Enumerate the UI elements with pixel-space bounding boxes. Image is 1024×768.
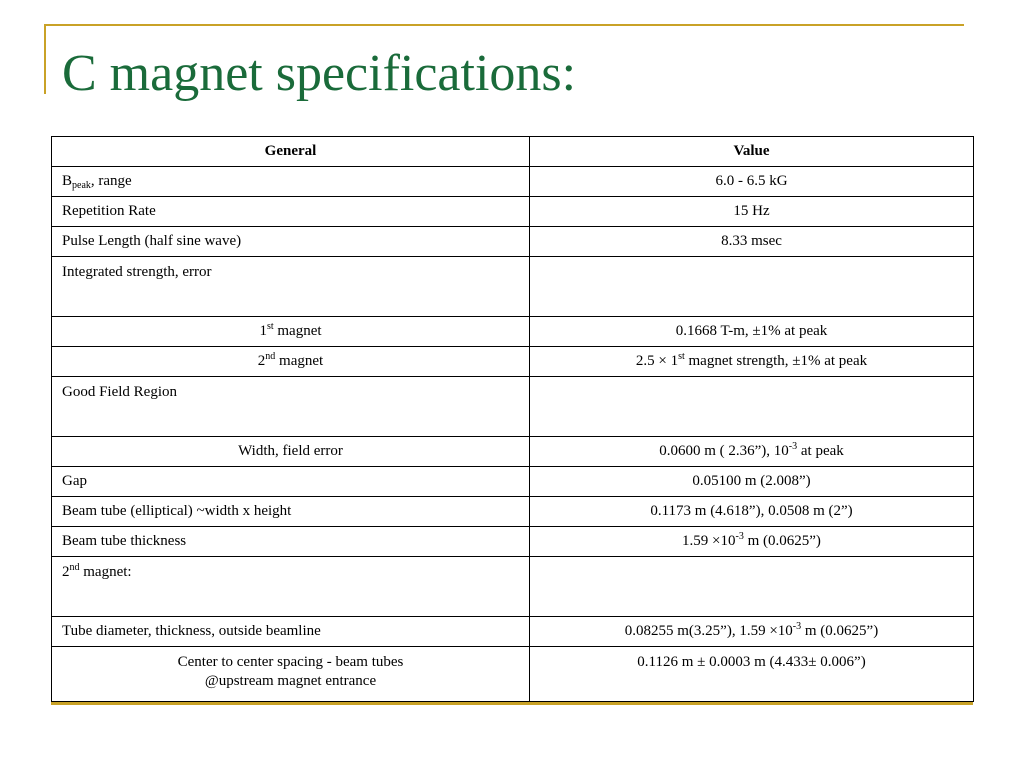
row-value-first-magnet: 0.1668 T-m, ±1% at peak <box>530 317 974 347</box>
row-label-first-magnet <box>52 317 530 347</box>
value-superscript: -3 <box>788 441 798 452</box>
header-value: Value <box>530 137 974 167</box>
label-subscript: peak <box>72 180 91 191</box>
label-text: magnet <box>273 323 322 339</box>
value-superscript: st <box>678 351 685 362</box>
row-label-rep-rate: Repetition Rate <box>52 197 530 227</box>
page-title: C magnet specifications: <box>62 45 577 102</box>
row-value-second-magnet <box>530 347 974 377</box>
table-row <box>52 227 974 257</box>
row-value-width-field-error <box>530 437 974 467</box>
row-value-beam-tube-elliptical: 0.1173 m (4.618”), 0.0508 m (2”) <box>530 497 974 527</box>
table-row <box>52 167 974 197</box>
label-superscript: nd <box>69 562 80 573</box>
value-superscript: -3 <box>735 531 744 542</box>
label-text: 2 <box>257 353 266 369</box>
row-label-beam-tube-thickness: Beam tube thickness <box>52 527 530 557</box>
value-text: at peak <box>797 443 844 459</box>
table-row <box>52 317 974 347</box>
table-row <box>52 377 974 437</box>
row-value-integrated-strength <box>530 257 974 317</box>
value-text: 0.0600 m ( 2.36”), 10 <box>659 443 789 459</box>
value-text: m (0.0625”) <box>801 623 879 639</box>
spec-table <box>51 136 974 702</box>
table-row <box>52 257 974 317</box>
label-text-line2: @upstream magnet entrance <box>204 673 377 689</box>
label-text-line1: Center to center spacing - beam tubes <box>177 654 404 670</box>
value-superscript: -3 <box>792 621 802 632</box>
value-text: 2.5 × 1 <box>635 353 679 369</box>
row-label-tube-diameter: Tube diameter, thickness, outside beamline <box>52 617 530 647</box>
label-text: 1 <box>259 323 267 339</box>
label-text: magnet: <box>79 564 132 580</box>
value-text: magnet strength, ±1% at peak <box>684 353 868 369</box>
label-text: magnet <box>275 353 324 369</box>
row-label-good-field: Good Field Region <box>52 377 530 437</box>
row-value-beam-tube-thickness <box>530 527 974 557</box>
table-row <box>52 467 974 497</box>
title-side-rule <box>44 24 46 94</box>
label-text: , range <box>90 173 132 189</box>
row-label-gap: Gap <box>52 467 530 497</box>
row-value-second-magnet-section <box>530 557 974 617</box>
table-row <box>52 347 974 377</box>
table-row <box>52 527 974 557</box>
row-value-good-field <box>530 377 974 437</box>
table-row <box>52 497 974 527</box>
row-label-pulse-length: Pulse Length (half sine wave) <box>52 227 530 257</box>
value-text: 0.08255 m(3.25”), 1.59 ×10 <box>624 623 793 639</box>
row-value-center-spacing: 0.1126 m ± 0.0003 m (4.433± 0.006”) <box>530 647 974 702</box>
table-row <box>52 647 974 702</box>
table-row <box>52 437 974 467</box>
spec-table-container <box>51 136 973 705</box>
table-row <box>52 617 974 647</box>
row-label-beam-tube-elliptical: Beam tube (elliptical) ~width x height <box>52 497 530 527</box>
row-value-gap: 0.05100 m (2.008”) <box>530 467 974 497</box>
row-label-center-spacing <box>52 647 530 702</box>
value-text: 1.59 ×10 <box>682 533 736 549</box>
row-label-bpeak <box>52 167 530 197</box>
table-header-row <box>52 137 974 167</box>
row-label-integrated-strength: Integrated strength, error <box>52 257 530 317</box>
label-text: B <box>62 173 73 189</box>
row-label-second-magnet <box>52 347 530 377</box>
row-value-tube-diameter <box>530 617 974 647</box>
row-value-pulse-length: 8.33 msec <box>530 227 974 257</box>
value-text: m (0.0625”) <box>743 533 821 549</box>
table-row <box>52 197 974 227</box>
label-text: 2 <box>62 564 70 580</box>
row-label-width-field-error: Width, field error <box>52 437 530 467</box>
row-label-second-magnet-section <box>52 557 530 617</box>
title-top-rule <box>44 24 964 26</box>
table-row <box>52 557 974 617</box>
label-superscript: nd <box>265 351 276 362</box>
row-value-rep-rate: 15 Hz <box>530 197 974 227</box>
row-value-bpeak: 6.0 - 6.5 kG <box>530 167 974 197</box>
label-superscript: st <box>266 321 274 332</box>
header-general: General <box>52 137 530 167</box>
